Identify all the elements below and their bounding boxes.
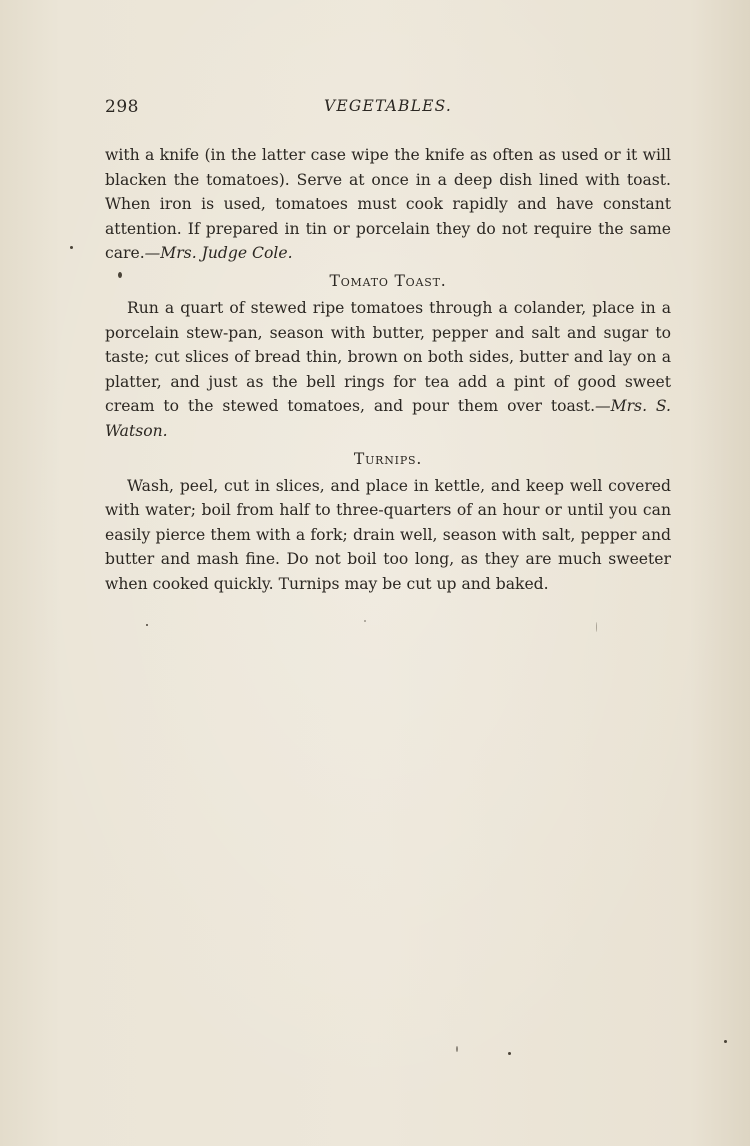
page-body [105,143,671,597]
heading-tomato-toast: Tomato Toast. [329,271,447,290]
recipe-signature-cole: —Mrs. Judge Cole. [144,244,293,263]
continuation-text: with a knife (in the latter case wipe the knife as often as used or it will blacken the tomatoes). Serve at once in a deep dish lined with toast. When iron is used, tomatoes must cook rapidly and have constant attention. If prepared in tin or porcelain they do not require the same care. [105,146,671,263]
tomato-toast-text: Run a quart of stewed ripe tomatoes through a colander, place in a porcelain stew-pan, season with butter, pepper and salt and sugar to taste; cut slices of bread thin, brown on both sides, butter and lay on a platter, and just as the bell rings for tea add a pint of good sweet cream to the stewed tomatoes, and pour them over toast. [105,298,671,416]
turnips-text: Wash, peel, cut in slices, and place in kettle, and keep well covered with water; boil from half to three-quarters of an hour or until you can easily pierce them with a fork; drain well, season with salt, pepper and butter and mash fine. Do not boil too long, as they are much sweeter when cooked quickly. Turnips may be cut up and baked. [105,476,671,593]
turnips-paragraph [105,474,671,597]
recipe-signature-watson: —Mrs. S. Watson. [105,397,672,440]
page-number: 298 [105,97,139,117]
paper-speck [456,1046,458,1052]
page-header [105,97,671,121]
paper-speck [146,624,148,626]
paper-speck [70,246,73,249]
heading-turnips: Turnips. [353,449,423,468]
continuation-paragraph [105,143,671,266]
paper-speck [596,622,597,632]
running-title: VEGETABLES. [323,97,453,115]
paper-speck [508,1052,511,1055]
paper-speck [364,620,366,622]
paper-speck [724,1040,727,1043]
paper-speck [118,272,122,278]
tomato-toast-paragraph [105,296,671,444]
